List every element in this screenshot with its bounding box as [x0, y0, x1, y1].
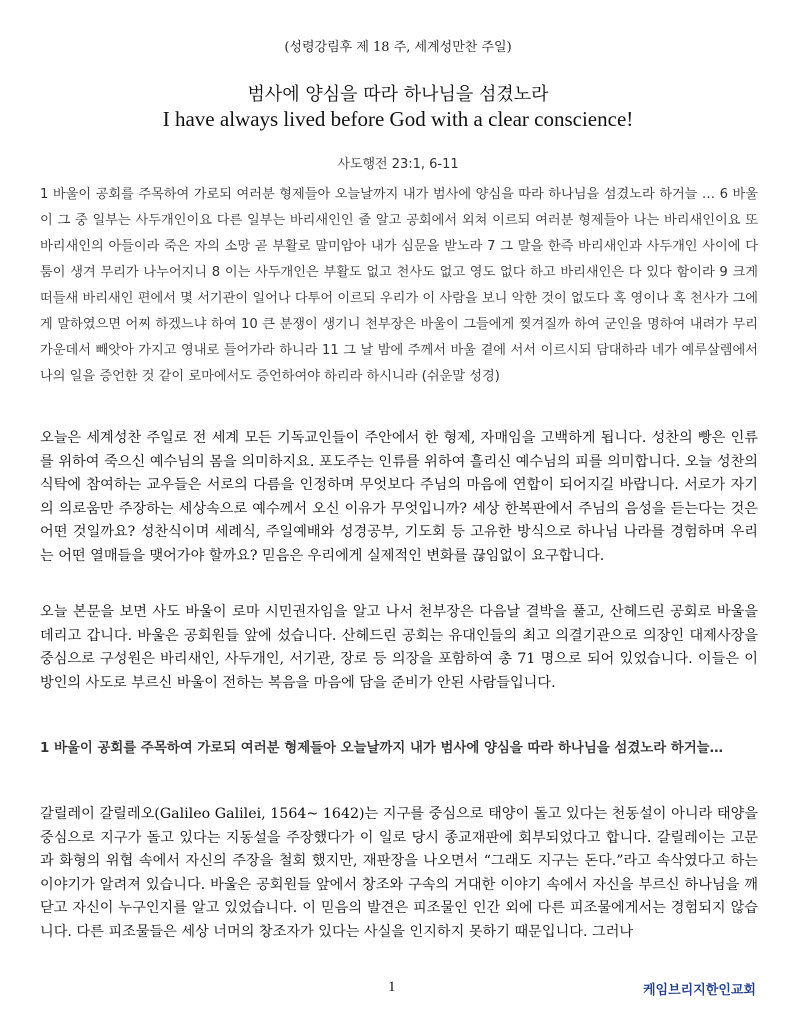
- service-occasion: (성령강림후 제 18 주, 세계성만찬 주일): [284, 40, 512, 55]
- sermon-title-english: I have always lived before God with a clear conscience!: [162, 107, 634, 131]
- scripture-reference: 사도행전 23:1, 6-11: [337, 157, 459, 172]
- sermon-title-korean: 범사에 양심을 따라 하나님을 섬겼노라: [247, 84, 549, 105]
- body-paragraph-2: 오늘 본문을 보면 사도 바울이 로마 시민권자임을 알고 나서 천부장은 다음날 결박을 풀고, 산헤드린 공회로 바울을 데리고 갑니다. 바울은 공회원들 앞에 섰습니다. 산헤드린 공회는 유대인들의 최고 의결기관으로 의장인 대제사장을 중심으로 구성원은 바리새인, 사두개인, 서기관, 장로 등 의장을 포함하여 총 71 명으로 되어 있었습니다. 이들은 이방인의 사도로 부르신 바울이 전하는 복음을 마음에 담을 준비가 안된 사람들입니다.: [40, 604, 758, 691]
- body-paragraph-1: 오늘은 세계성찬 주일로 전 세계 모든 기독교인들이 주안에서 한 형제, 자매임을 고백하게 됩니다. 성찬의 빵은 인류를 위하여 죽으신 예수님의 몸을 의미하지요. 포도주는 인류를 위하여 흘리신 예수님의 피를 의미합니다. 오늘 성찬의 식탁에 참여하는 교우들은 서로의 다름을 인정하며 무엇보다 주님의 마음에 연합이 되어지길 바랍니다. 서로가 자기의 의로움만 주장하는 세상속으로 예수께서 오신 이유가 무엇입니까? 세상 한복판에서 주님의 음성을 듣는다는 것은 어떤 것일까요? 성찬식이며 세례식, 주일예배와 성경공부, 기도회 등 고유한 방식으로 하나님 나라를 경험하며 우리는 어떤 열매들을 맺어가야 할까요? 믿음은 우리에게 실제적인 변화를 끊임없이 요구합니다.: [40, 430, 758, 564]
- scripture-passage: 1 바울이 공회를 주목하여 가로되 여러분 형제들아 오늘날까지 내가 범사에 양심을 따라 하나님을 섬겼노라 하거늘 … 6 바울이 그 중 일부는 사두개인이요 다른 일부는 바리새인인 줄 알고 공회에서 외쳐 이르되 여러분 형제들아 나는 바리새인이요 또 바리새인의 아들이라 죽은 자의 소망 곧 부활로 말미암아 내가 심문을 받노라 7 그 말을 한즉 바리새인과 사두개인 사이에 다툼이 생겨 무리가 나누어지니 8 이는 사두개인은 부활도 없고 천사도 없고 영도 없다 하고 바리새인은 다 있다 함이라 9 크게 떠들새 바리새인 편에서 몇 서기관이 일어나 다투어 이르되 우리가 이 사람을 보니 악한 것이 없도다 혹 영이나 혹 천사가 그에게 말하였으면 어찌 하겠느냐 하여 10 큰 분쟁이 생기니 천부장은 바울이 그들에게 찢겨질까 하여 군인을 명하여 내려가 무리 가운데서 빼앗아 가지고 영내로 들어가라 하니라 11 그 날 밤에 주께서 바울 곁에 서서 이르시되 담대하라 네가 예루살렘에서 나의 일을 증언한 것 같이 로마에서도 증언하여야 하리라 하시니라 (쉬운말 성경): [40, 187, 758, 384]
- body-paragraph-3: 갈릴레이 갈릴레오(Galileo Galilei, 1564~ 1642)는 지구를 중심으로 태양이 돌고 있다는 천동설이 아니라 태양을 중심으로 지구가 돌고 있다는 지동설을 주장했다가 이 일로 당시 종교재판에 회부되었다고 합니다. 갈릴레이는 고문과 화형의 위협 속에서 자신의 주장을 철회 했지만, 재판장을 나오면서 “그래도 지구는 돈다.”라고 속삭였다고 하는 이야기가 알려져 있습니다. 바울은 공회원들 앞에서 창조와 구속의 거대한 이야기 속에서 자신을 부르신 하나님을 깨닫고 자신이 누구인지를 알고 있었습니다. 이 믿음의 발견은 피조물인 인간 외에 다른 피조물에게서는 경험되지 않습니다. 다른 피조물들은 세상 너머의 창조자가 있다는 사실을 인지하지 못하기 때문입니다. 그러나: [40, 806, 758, 940]
- verse-quote: 1 바울이 공회를 주목하여 가로되 여러분 형제들아 오늘날까지 내가 범사에 양심을 따라 하나님을 섬겼노라 하거늘…: [40, 741, 723, 756]
- church-name: 케임브리지한인교회: [642, 983, 756, 998]
- page-number: 1: [388, 979, 396, 995]
